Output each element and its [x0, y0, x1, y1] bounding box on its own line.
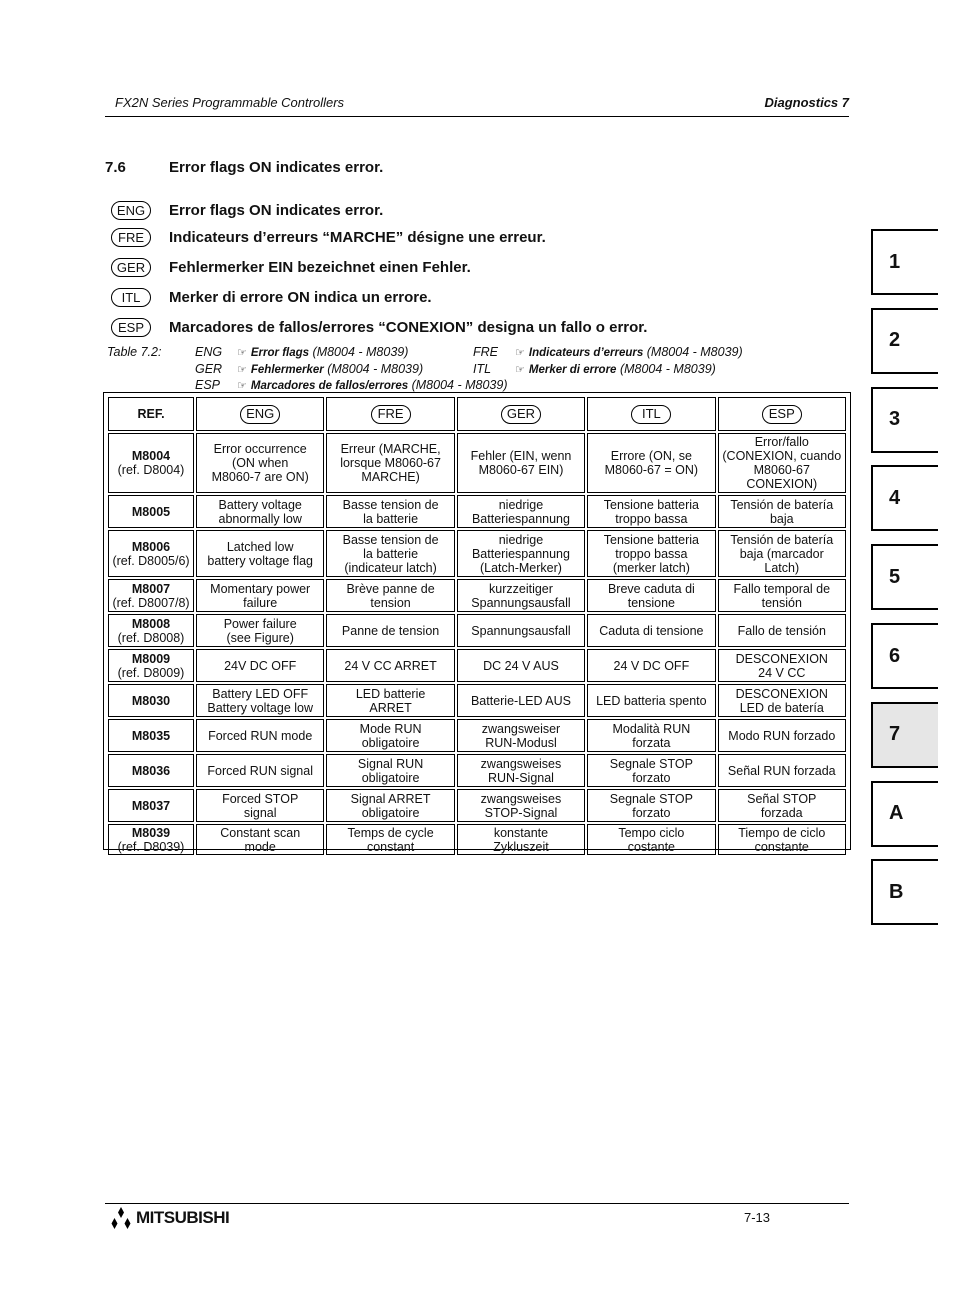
description-line: Erreur (MARCHE,	[340, 442, 441, 456]
language-row-esp	[111, 316, 648, 338]
description-line: Forced RUN mode	[208, 728, 313, 743]
chapter-tab-7[interactable]: 7	[871, 702, 938, 768]
description-cell	[196, 649, 324, 682]
register-reference: (ref. D8005/6)	[112, 553, 190, 568]
header-rule	[105, 116, 849, 117]
description-line: constante	[754, 839, 809, 854]
description-line: niedrige	[498, 532, 544, 547]
description-line: baja	[769, 511, 794, 526]
caption-lang-code: ESP	[195, 378, 221, 392]
description-cell	[326, 433, 454, 493]
description-line: RUN-Signal	[487, 770, 554, 785]
description-cell	[196, 824, 324, 855]
caption-term: Merker di errore	[528, 364, 617, 376]
caption-term: Fehlermerker	[250, 364, 324, 376]
device-address: M8039	[131, 825, 171, 840]
table-row	[108, 824, 846, 855]
page-number: 7-13	[744, 1210, 771, 1225]
description-line: Señal STOP	[747, 791, 817, 806]
description-line: Mode RUN	[359, 721, 422, 736]
description-line: Tensión de batería	[730, 532, 834, 547]
language-badge: GER	[111, 258, 151, 277]
description-cell	[718, 754, 846, 787]
description-cell	[457, 433, 585, 493]
description-line: DC 24 V AUS	[483, 658, 559, 673]
language-column-header	[718, 397, 846, 431]
description-line: zwangsweiser	[481, 721, 561, 736]
description-line: failure	[243, 595, 278, 610]
description-cell	[326, 754, 454, 787]
description-cell	[326, 789, 454, 822]
description-line: MARCHE)	[361, 470, 420, 484]
description-line: Forced STOP	[222, 791, 299, 806]
description-line: LED batterie	[355, 686, 426, 701]
pointing-hand-icon: ☞	[515, 347, 525, 359]
ref-cell	[108, 789, 194, 822]
description-line: Battery voltage low	[207, 700, 313, 715]
description-line: kurzzeitiger	[489, 581, 553, 596]
description-line: (CONEXION, cuando	[722, 449, 842, 463]
description-line: Error occurrence	[213, 442, 307, 456]
description-line: Latch)	[764, 560, 800, 575]
table-row	[108, 614, 846, 647]
description-line: Basse tension de	[342, 532, 439, 547]
chapter-tab-4[interactable]: 4	[871, 465, 938, 531]
description-line: RUN-Modusl	[485, 735, 557, 750]
language-title: Error flags ON indicates error.	[169, 201, 384, 219]
device-address: M8035	[131, 728, 171, 743]
description-cell	[326, 719, 454, 752]
description-line: lorsque M8060-67	[340, 456, 441, 470]
description-line: Señal RUN forzada	[727, 763, 836, 778]
device-address: M8037	[131, 798, 171, 813]
caption-lang-code: ITL	[473, 362, 492, 376]
ref-cell	[108, 649, 194, 682]
description-cell	[457, 579, 585, 612]
caption-term: Indicateurs d’erreurs	[528, 347, 644, 359]
mitsubishi-logo	[109, 1207, 229, 1229]
description-cell	[457, 495, 585, 528]
pointing-hand-icon: ☞	[515, 364, 525, 376]
language-column-header	[457, 397, 585, 431]
description-line: Batteriespannung	[471, 511, 570, 526]
description-cell	[718, 684, 846, 717]
language-badge: ENG	[240, 405, 280, 424]
description-cell	[326, 684, 454, 717]
description-line: Modo RUN forzado	[728, 728, 836, 743]
description-line: Constant scan	[220, 825, 301, 840]
description-cell	[587, 579, 715, 612]
description-line: Temps de cycle	[347, 825, 434, 840]
ref-cell	[108, 824, 194, 855]
table-row	[108, 530, 846, 577]
language-title: Fehlermerker EIN bezeichnet einen Fehler.	[169, 258, 471, 276]
description-cell	[587, 684, 715, 717]
table-row	[108, 649, 846, 682]
caption-term: Error flags	[250, 347, 310, 359]
description-line: constant	[366, 839, 415, 854]
register-reference: (ref. D8008)	[117, 630, 185, 645]
caption-label: Table 7.2:	[107, 345, 162, 359]
description-cell	[718, 495, 846, 528]
description-cell	[587, 530, 715, 577]
caption-range: (M8004 - M8039)	[411, 378, 508, 392]
description-line: Tensione batteria	[603, 497, 699, 512]
device-address: M8005	[131, 504, 171, 519]
description-cell	[196, 495, 324, 528]
chapter-tab-6[interactable]: 6	[871, 623, 938, 689]
description-cell	[196, 579, 324, 612]
ref-cell	[108, 530, 194, 577]
ref-cell	[108, 684, 194, 717]
caption-range: (M8004 - M8039)	[327, 362, 424, 376]
language-badge: ITL	[631, 405, 671, 424]
description-line: Tensione batteria	[603, 532, 699, 547]
three-diamonds-icon	[109, 1207, 133, 1229]
description-cell	[718, 649, 846, 682]
language-title: Merker di errore ON indica un errore.	[169, 288, 432, 306]
description-cell	[587, 649, 715, 682]
description-line: M8060-67 EIN)	[478, 463, 564, 477]
description-line: Forced RUN signal	[207, 763, 313, 778]
caption-entry	[473, 362, 716, 376]
description-line: obligatoire	[361, 735, 420, 750]
description-line: mode	[244, 839, 276, 854]
brand-name: MITSUBISHI	[136, 1208, 230, 1227]
register-reference: (ref. D8039)	[117, 839, 185, 854]
description-cell	[457, 754, 585, 787]
description-cell	[326, 649, 454, 682]
page-header-right: Diagnostics 7	[764, 95, 849, 110]
page-header-left: FX2N Series Programmable Controllers	[115, 95, 345, 110]
description-line: Fallo de tensión	[737, 623, 826, 638]
description-line: troppo bassa	[615, 511, 688, 526]
description-cell	[326, 824, 454, 855]
caption-range: (M8004 - M8039)	[646, 345, 743, 359]
language-row-itl	[111, 286, 432, 308]
language-row-fre	[111, 226, 546, 248]
ref-cell	[108, 614, 194, 647]
chapter-tab-1[interactable]: 1	[871, 229, 938, 295]
description-line: Fallo temporal de	[733, 581, 831, 596]
caption-entry	[195, 345, 408, 359]
description-line: Spannungsausfall	[471, 623, 571, 638]
pointing-hand-icon: ☞	[237, 364, 247, 376]
description-line: Latched low	[226, 539, 294, 554]
description-line: Tempo ciclo	[618, 825, 685, 840]
description-cell	[718, 719, 846, 752]
description-cell	[457, 614, 585, 647]
chapter-tab-a[interactable]: A	[871, 781, 938, 847]
description-line: Caduta di tensione	[599, 623, 704, 638]
description-cell	[587, 824, 715, 855]
description-line: Tensión de batería	[730, 497, 834, 512]
description-line: costante	[627, 839, 675, 854]
language-column-header	[326, 397, 454, 431]
description-line: LED batteria spento	[596, 693, 707, 708]
ref-cell	[108, 579, 194, 612]
description-cell	[718, 824, 846, 855]
language-row-eng	[111, 199, 384, 221]
description-line: M8060-67	[753, 463, 810, 477]
description-line: (merker latch)	[612, 560, 690, 575]
language-badge: ESP	[762, 405, 802, 424]
language-badge: ESP	[111, 318, 151, 337]
description-line: la batterie	[363, 546, 419, 561]
description-cell	[718, 433, 846, 493]
description-cell	[457, 824, 585, 855]
description-cell	[196, 614, 324, 647]
description-line: DESCONEXION	[735, 651, 828, 666]
description-cell	[587, 789, 715, 822]
description-line: Battery voltage	[218, 497, 302, 512]
section-title: Error flags ON indicates error.	[169, 159, 384, 176]
description-line: (Latch-Merker)	[479, 560, 562, 575]
language-column-header	[196, 397, 324, 431]
footer-rule	[105, 1203, 849, 1204]
description-line: 24 V DC OFF	[613, 658, 690, 673]
description-cell	[457, 530, 585, 577]
description-cell	[457, 684, 585, 717]
device-address: M8007	[131, 581, 171, 596]
caption-entry	[473, 345, 743, 359]
description-line: 24V DC OFF	[224, 658, 297, 673]
description-line: tensión	[761, 595, 802, 610]
caption-entry	[195, 378, 507, 392]
description-line: CONEXION)	[746, 477, 818, 491]
description-line: abnormally low	[218, 511, 302, 526]
description-line: forzada	[760, 805, 803, 820]
description-line: Segnale STOP	[609, 756, 693, 771]
description-line: tension	[370, 595, 411, 610]
description-line: battery voltage flag	[207, 553, 313, 568]
pointing-hand-icon: ☞	[237, 347, 247, 359]
pointing-hand-icon: ☞	[237, 380, 247, 392]
description-cell	[587, 495, 715, 528]
description-line: forzata	[632, 735, 671, 750]
description-line: Spannungsausfall	[471, 595, 571, 610]
caption-lang-code: GER	[195, 362, 223, 376]
device-address: M8008	[131, 616, 171, 631]
description-line: baja (marcador	[739, 546, 824, 561]
table-row	[108, 433, 846, 493]
description-line: Errore (ON, se	[610, 449, 692, 463]
description-cell	[196, 789, 324, 822]
ref-cell	[108, 495, 194, 528]
description-line: Fehler (EIN, wenn	[470, 449, 572, 463]
description-line: obligatoire	[361, 770, 420, 785]
description-line: Power failure	[223, 616, 297, 631]
ref-column-header: REF.	[108, 397, 194, 431]
language-badge: ITL	[111, 288, 151, 307]
description-cell	[587, 719, 715, 752]
device-address: M8036	[131, 763, 171, 778]
caption-range: (M8004 - M8039)	[312, 345, 409, 359]
description-line: STOP-Signal	[484, 805, 558, 820]
description-line: Batteriespannung	[471, 546, 570, 561]
ref-cell	[108, 433, 194, 493]
description-line: ARRET	[369, 700, 412, 715]
register-reference: (ref. D8007/8)	[112, 595, 190, 610]
language-badge: FRE	[371, 405, 411, 424]
description-line: zwangsweises	[480, 756, 562, 771]
description-cell	[326, 579, 454, 612]
description-line: Brève panne de	[346, 581, 435, 596]
description-line: troppo bassa	[615, 546, 688, 561]
description-line: Tiempo de ciclo	[738, 825, 826, 840]
table-row	[108, 684, 846, 717]
description-line: M8060-67 = ON)	[604, 463, 699, 477]
language-title: Indicateurs d’erreurs “MARCHE” désigne une erreur.	[169, 228, 546, 246]
table-row	[108, 495, 846, 528]
chapter-tab-2[interactable]: 2	[871, 308, 938, 374]
description-line: (ON when	[232, 456, 289, 470]
description-line: niedrige	[498, 497, 544, 512]
description-line: Batterie-LED AUS	[470, 693, 571, 708]
description-cell	[457, 789, 585, 822]
description-line: forzato	[632, 805, 671, 820]
ref-cell	[108, 719, 194, 752]
description-cell	[457, 649, 585, 682]
description-line: Basse tension de	[342, 497, 439, 512]
description-line: Modalità RUN	[612, 721, 691, 736]
table-row	[108, 789, 846, 822]
description-line: konstante	[493, 825, 549, 840]
description-cell	[196, 530, 324, 577]
error-flags-table	[103, 392, 851, 854]
language-badge: GER	[501, 405, 541, 424]
description-cell	[196, 433, 324, 493]
language-column-header	[587, 397, 715, 431]
description-line: Zykluszeit	[493, 839, 549, 854]
description-line: zwangsweises	[480, 791, 562, 806]
language-badge: ENG	[111, 201, 151, 220]
description-line: (indicateur latch)	[344, 560, 437, 575]
description-cell	[326, 614, 454, 647]
description-line: obligatoire	[361, 805, 420, 820]
description-cell	[587, 754, 715, 787]
description-line: Panne de tension	[341, 623, 440, 638]
table-header-row	[108, 397, 846, 431]
description-cell	[718, 530, 846, 577]
description-line: Battery LED OFF	[212, 686, 309, 701]
description-line: Segnale STOP	[609, 791, 693, 806]
description-cell	[457, 719, 585, 752]
description-line: signal	[243, 805, 277, 820]
chapter-tab-5[interactable]: 5	[871, 544, 938, 610]
language-row-ger	[111, 256, 471, 278]
description-line: DESCONEXION	[735, 686, 828, 701]
caption-lang-code: FRE	[473, 345, 498, 359]
description-cell	[326, 530, 454, 577]
device-address: M8006	[131, 539, 171, 554]
device-address: M8009	[131, 651, 171, 666]
description-line: 24 V CC ARRET	[344, 658, 437, 673]
description-line: Error/fallo	[754, 435, 809, 449]
caption-term: Marcadores de fallos/errores	[250, 380, 409, 392]
device-address: M8030	[131, 693, 171, 708]
description-cell	[718, 614, 846, 647]
description-line: Breve caduta di	[607, 581, 695, 596]
description-cell	[587, 614, 715, 647]
description-line: M8060-7 are ON)	[211, 470, 309, 484]
language-badge: FRE	[111, 228, 151, 247]
description-cell	[718, 579, 846, 612]
description-line: Momentary power	[210, 581, 311, 596]
description-line: forzato	[632, 770, 671, 785]
ref-cell	[108, 754, 194, 787]
chapter-tab-3[interactable]: 3	[871, 387, 938, 453]
table-row	[108, 719, 846, 752]
chapter-tab-b[interactable]: B	[871, 859, 938, 925]
description-line: la batterie	[363, 511, 419, 526]
table-row	[108, 579, 846, 612]
description-line: Signal RUN	[357, 756, 424, 771]
device-address: M8004	[131, 449, 171, 463]
caption-entry	[195, 362, 423, 376]
description-cell	[196, 684, 324, 717]
register-reference: (ref. D8004)	[117, 463, 185, 477]
table-row	[108, 754, 846, 787]
caption-range: (M8004 - M8039)	[619, 362, 716, 376]
description-line: LED de batería	[739, 700, 824, 715]
description-cell	[587, 433, 715, 493]
description-line: 24 V CC	[758, 665, 806, 680]
description-line: (see Figure)	[226, 630, 294, 645]
caption-lang-code: ENG	[195, 345, 223, 359]
description-cell	[196, 719, 324, 752]
register-reference: (ref. D8009)	[117, 665, 185, 680]
description-cell	[326, 495, 454, 528]
section-number: 7.6	[105, 159, 126, 176]
description-line: tensione	[627, 595, 675, 610]
description-cell	[718, 789, 846, 822]
language-title: Marcadores de fallos/errores “CONEXION” designa un fallo o error.	[169, 318, 648, 336]
description-line: Signal ARRET	[350, 791, 431, 806]
description-cell	[196, 754, 324, 787]
